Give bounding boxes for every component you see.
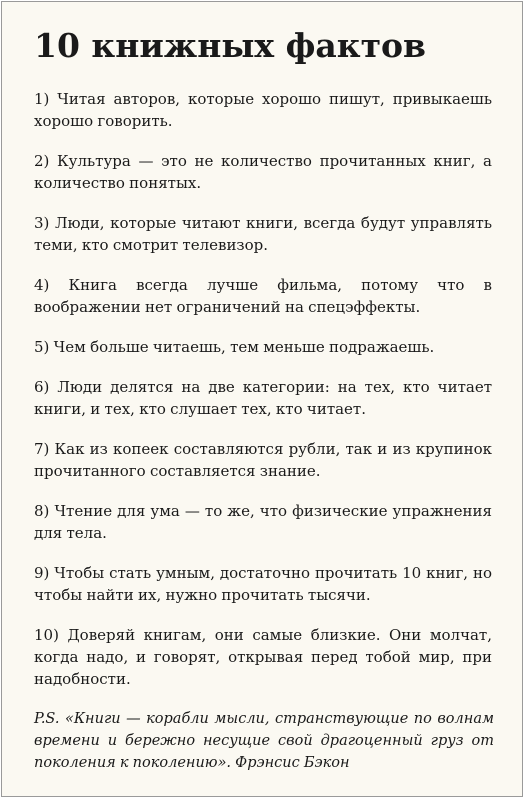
fact-item-5: 5) Чем больше читаешь, тем меньше подражаешь. bbox=[34, 338, 435, 356]
fact-item-9: 9) Чтобы стать умным, достаточно прочитать 10 книг, но чтобы найти их, нужно прочитать тысячи. bbox=[34, 564, 492, 604]
fact-item-2: 2) Культура — это не количество прочитанных книг, а количество понятых. bbox=[34, 152, 492, 192]
fact-item-1: 1) Читая авторов, которые хорошо пишут, привыкаешь хорошо говорить. bbox=[34, 90, 492, 130]
fact-item-10: 10) Доверяй книгам, они самые близкие. Они молчат, когда надо, и говорят, открывая перед тобой мир, при надобности. bbox=[34, 626, 492, 688]
postscript-quote: P.S. «Книги — корабли мысли, странствующие по волнам времени и бережно несущие свой драгоценный груз от поколения к поколению». Фрэнсис Бэкон bbox=[34, 711, 494, 771]
fact-item-4: 4) Книга всегда лучше фильма, потому что в воображении нет ограничений на спецэффекты. bbox=[34, 276, 492, 316]
fact-item-8: 8) Чтение для ума — то же, что физические упражнения для тела. bbox=[34, 502, 492, 542]
page-title: 10 книжных фактов bbox=[34, 26, 426, 65]
poster-card bbox=[1, 1, 523, 797]
fact-item-6: 6) Люди делятся на две категории: на тех, кто читает книги, и тех, кто слушает тех, кто читает. bbox=[34, 378, 492, 418]
fact-item-3: 3) Люди, которые читают книги, всегда будут управлять теми, кто смотрит телевизор. bbox=[34, 214, 492, 254]
fact-item-7: 7) Как из копеек составляются рубли, так и из крупинок прочитанного составляется знание. bbox=[34, 440, 492, 480]
